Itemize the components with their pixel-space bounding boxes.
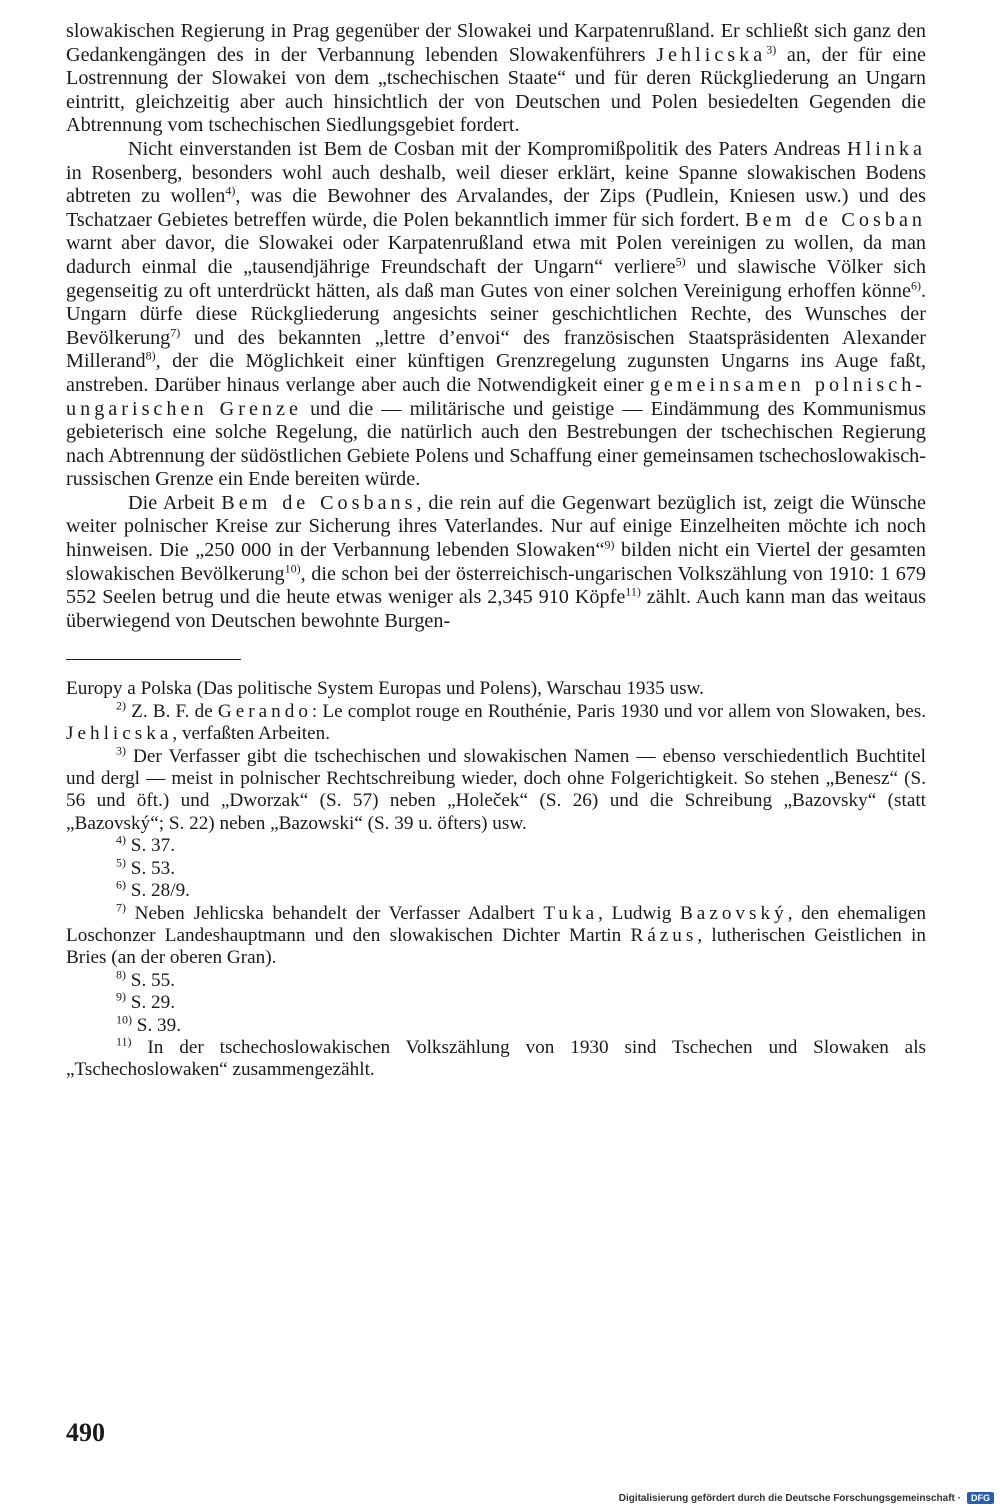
footnote-9	[66, 989, 926, 1014]
footnote-divider	[66, 659, 241, 660]
footnote-2	[66, 698, 927, 746]
text: : Le complot rouge en Routhénie, Paris 1930 und vor allem von Slowaken, bes.	[311, 700, 927, 722]
name-spaced: Rázus	[630, 924, 698, 946]
text: in Rosenberg, besonders wohl auch deshalb, weil dieser erklärt, keine Spanne slowakischen Bodens abtreten zu wollen	[66, 161, 926, 208]
footnote-mark: 9)	[116, 989, 126, 1004]
text: warnt aber davor, die Slowakei oder Karpatenrußland etwa mit Polen vereinigen zu wollen, da man dadurch einmal die „tausendjährige Freundschaft der Ungarn“ verliere	[66, 232, 926, 278]
footnote-8	[66, 967, 926, 992]
paragraph-2	[66, 138, 926, 492]
text: S. 28/9.	[126, 880, 190, 902]
text: Nicht einverstanden ist Bem de Cosban mit der Kompromißpolitik des Paters Andreas	[128, 137, 848, 160]
text: S. 55.	[126, 969, 176, 991]
page	[66, 20, 926, 1082]
footnote-10	[66, 1012, 926, 1037]
text: Der Verfasser gibt die tschechischen und slowakischen Namen — ebenso verschiedentlich Buchtitel und dergl — meist in polnischer Rechtschreibung wieder, doch ohne Folgerichtigkeit. So stehen „Benesz“ (S. 56 und öft.) und „Dworzak“ (S. 57) neben „Holeček“ (S. 26) und die Schreibung „Bazovsky“ (statt „Bazovský“; S. 22) neben „Bazowski“ (S. 39 u. öfters) usw.	[66, 745, 926, 834]
text: slowakischen Regierung in Prag gegenüber der Slowakei und Karpatenrußland. Er schließt sich ganz den Gedankengängen des in der Verbannung lebenden Slowakenführers	[66, 20, 926, 66]
name-spaced: Gerando	[217, 700, 312, 722]
paragraph-3	[66, 492, 926, 634]
footnote-ref: 6)	[910, 277, 921, 292]
paragraph-1	[66, 20, 926, 138]
name-spaced: Jehlicska	[66, 723, 173, 745]
footnote-1-continued: Europy a Polska (Das politische System Europas und Polens), Warschau 1935 usw.	[66, 678, 704, 700]
text: S. 39.	[132, 1014, 182, 1036]
footnote-ref: 3)	[766, 41, 777, 56]
name-spaced: Tuka	[543, 902, 599, 924]
text: , der die Möglichkeit einer künftigen Grenzregelung zugunsten Ungarns ins Auge faßt, anstreben. Darüber hinaus verlange aber auch die Notwendigkeit einer	[66, 350, 926, 396]
text: , die rein auf die Gegenwart bezüglich ist, zeigt die Wünsche weiter polnischer Kreise zur Sicherung ihres Vaterlandes. Nur auf einige Einzelheiten möchte ich noch hinweisen. Die „250 000 in der Verbannung lebenden Slowaken“	[66, 491, 927, 562]
footnote-11	[66, 1034, 926, 1082]
text: . Ungarn dürfe diese Rückgliederung angesichts seiner geschichtlichen Rechte, des Wunsches der Bevölkerung	[66, 279, 926, 349]
text: bilden nicht ein Viertel der gesamten slowakischen Bevölkerung	[66, 539, 927, 585]
footnote-3	[66, 743, 926, 836]
footnote-mark: 2)	[116, 698, 126, 713]
footnote-4	[66, 832, 926, 857]
text: an, der für eine Lostrennung der Slowakei von dem „tschechischen Staate“ und für deren Rückgliederung an Ungarn eintritt, gleichzeitig aber auch hinsichtlich der von Deutschen und Polen besiedelten Gegenden die Abtrennung vom tschechischen Siedlungsgebiet fordert.	[66, 43, 926, 137]
text: Neben Jehlicska behandelt der Verfasser Adalbert	[126, 902, 544, 924]
text: Z. B. F. de	[126, 700, 218, 722]
body-text	[66, 20, 926, 633]
footnote-ref: 7)	[170, 324, 181, 339]
footnote-mark: 7)	[116, 900, 126, 915]
footer-text: Digitalisierung gefördert durch die Deutsche Forschungsgemeinschaft ·	[618, 1492, 961, 1504]
footnote-ref: 4)	[225, 183, 236, 198]
footnote-ref: 9)	[604, 537, 615, 552]
footnote-ref: 8)	[145, 348, 156, 363]
text: , lutherischen Geistlichen in Bries (an der oberen Gran).	[66, 924, 926, 969]
text: und die — militärische und geistige — Eindämmung des Kommunismus gebieterisch eine solche Regelung, die natürlich auch den Bestrebungen der tschechischen Regierung nach Abtrennung der südöstlichen Gebiete Polens und Schaffung einer gemeinsamen tschechoslowakisch-russischen Grenze ein Ende bereiten würde.	[66, 397, 927, 491]
text: , was die Bewohner des Arvalandes, der Zips (Pudlein, Kniesen usw.) und des Tschatzaer Gebietes betreffen würde, die Polen bekanntlich immer für sich fordert.	[66, 185, 926, 231]
footnote-mark: 3)	[116, 743, 126, 758]
name-spaced: Bazovský	[680, 902, 788, 924]
name-spaced: Hlinka	[847, 137, 926, 160]
text: S. 53.	[126, 857, 176, 879]
name-spaced: Bem de Cosbans	[221, 491, 417, 514]
footnote-5	[66, 855, 926, 880]
digitization-footer	[619, 1492, 994, 1504]
text: In der tschechoslowakischen Volkszählung von 1930 sind Tschechen und Slowaken als „Tschechoslowaken“ zusammengezählt.	[66, 1036, 926, 1081]
emphasis-spaced: gemeinsamen polnisch-ungarischen Grenze	[66, 373, 927, 420]
text: Die Arbeit	[128, 491, 222, 514]
footnote-6	[66, 877, 926, 902]
footnote-mark: 8)	[116, 967, 126, 982]
text: S. 29.	[126, 992, 176, 1014]
footnote-mark: 6)	[116, 877, 126, 892]
footnote-ref: 10)	[284, 560, 301, 575]
footnote-mark: 5)	[116, 855, 126, 870]
footnote-7	[66, 900, 926, 970]
text: zählt. Auch kann man das weitaus überwiegend von Deutschen bewohnte Burgen-	[66, 586, 926, 632]
text: S. 37.	[126, 835, 176, 857]
text: und des bekannten „lettre d’envoi“ des französischen Staatspräsidenten Alexander Millerand	[66, 326, 926, 373]
name-spaced: Bem de Cosban	[745, 208, 926, 231]
dfg-logo: DFG	[967, 1492, 994, 1504]
footnote-mark: 4)	[116, 832, 126, 847]
footnote-mark: 11)	[116, 1034, 132, 1049]
name-spaced: Jehlicska	[656, 43, 767, 66]
footnote-ref: 11)	[625, 584, 641, 599]
footnotes	[66, 678, 926, 1081]
footnote-mark: 10)	[116, 1012, 132, 1027]
text: , die schon bei der österreichisch-ungarischen Volkszählung von 1910: 1 679 552 Seelen betrug und die heute etwas weniger als 2,345 910 Köpfe	[66, 562, 926, 609]
text: , verfaßten Arbeiten.	[172, 723, 331, 745]
text: , den ehemaligen Loschonzer Landeshauptmann und den slowakischen Dichter Martin	[66, 902, 926, 946]
text: und slawische Völker sich gegenseitig zu oft unterdrückt hätten, als daß man Gutes von einer solchen Vereinigung erhoffen könne	[66, 255, 926, 302]
text: , Ludwig	[598, 902, 680, 924]
footnote-ref: 5)	[675, 254, 686, 269]
page-number: 490	[66, 1418, 105, 1447]
